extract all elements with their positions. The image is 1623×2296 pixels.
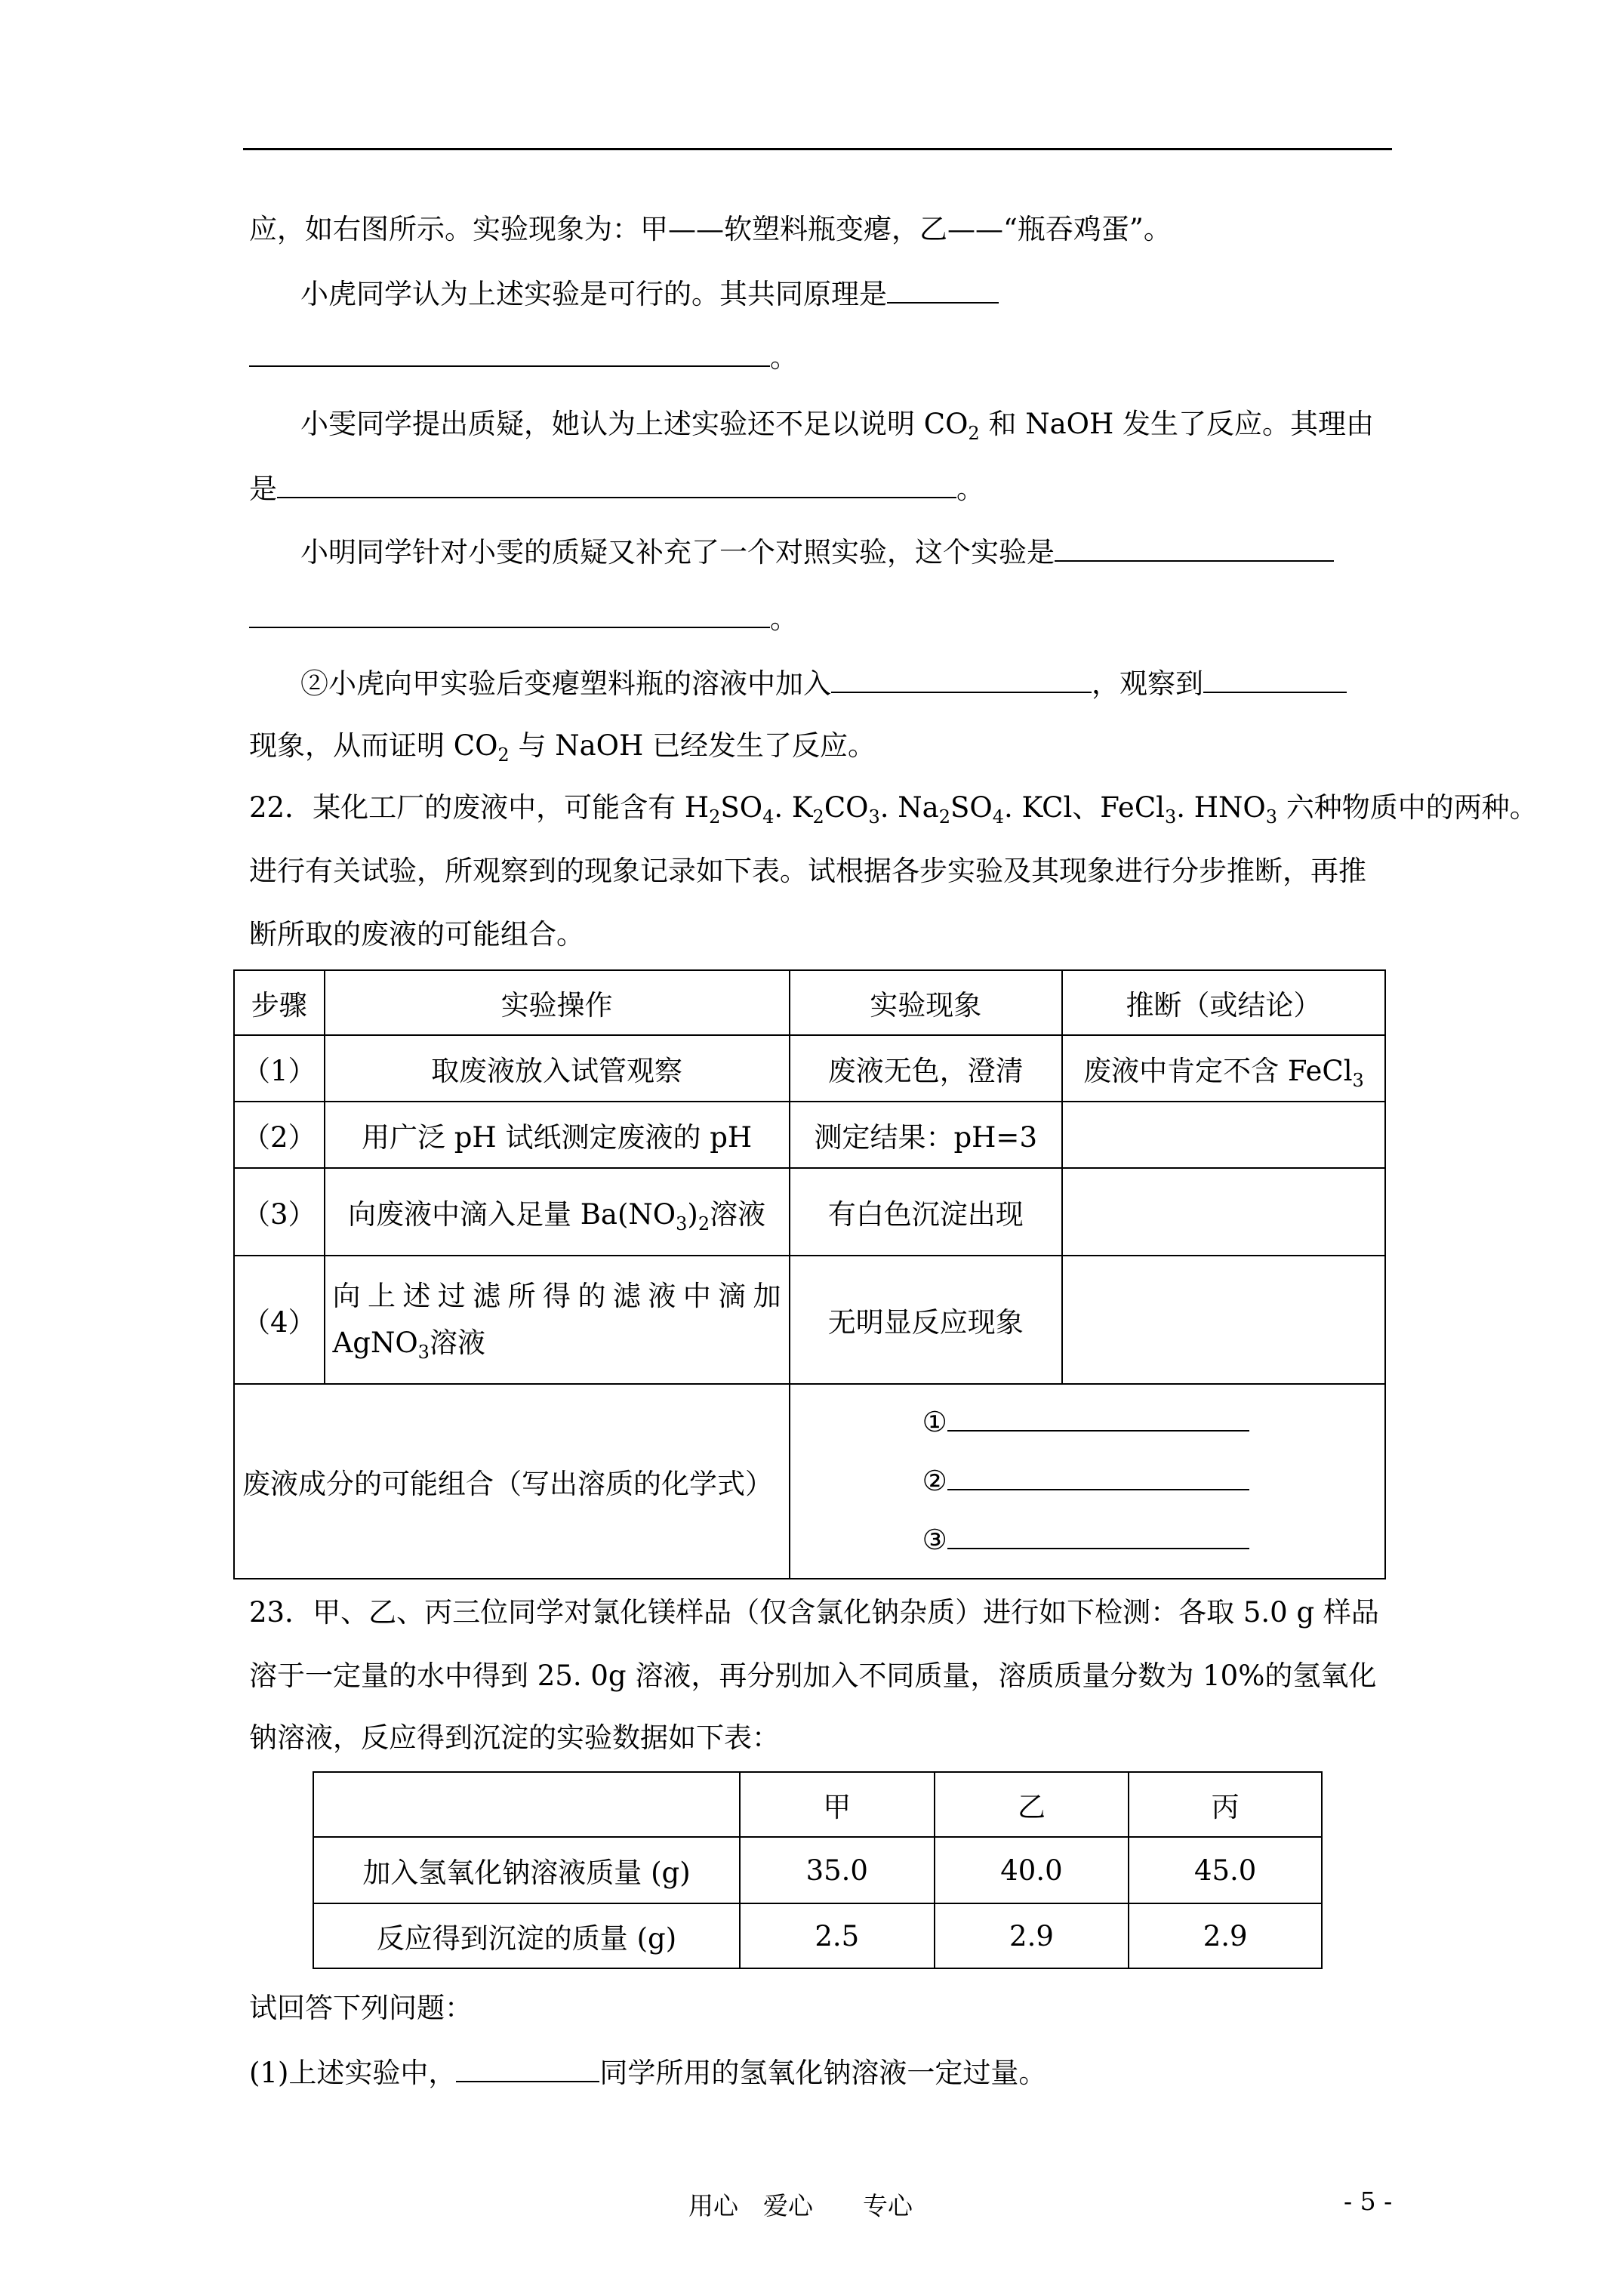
text-line: 试回答下列问题： (249, 1992, 473, 2024)
table-row (234, 1384, 1385, 1579)
table-cell: 取废液放入试管观察 (325, 1035, 790, 1102)
table-cell: 2.9 (935, 1903, 1129, 1968)
table-row (234, 1256, 1385, 1384)
table-header: 乙 (935, 1772, 1129, 1837)
table-cell: 2.9 (1129, 1903, 1322, 1968)
answer-blank[interactable] (831, 663, 1092, 693)
table-header-row (313, 1772, 1322, 1837)
experiment-table (233, 969, 1386, 1579)
question-23: 23．甲、乙、丙三位同学对氯化镁样品（仅含氯化钠杂质）进行如下检测：各取 5.0 g 样品 (249, 1596, 1379, 1629)
table-row (234, 1035, 1385, 1102)
answer-blank[interactable] (277, 468, 956, 498)
text-line: ②小虎向甲实验后变瘪塑料瓶的溶液中加入 ，观察到 (300, 663, 1395, 704)
text-line: 是 。 (249, 468, 1397, 509)
table-cell: 40.0 (935, 1837, 1129, 1903)
footer-slogan: 用心 爱心 专心 (688, 2191, 913, 2220)
table-cell: 反应得到沉淀的质量 (g) (313, 1903, 740, 1968)
table-row (234, 1102, 1385, 1168)
table-header: 实验操作 (325, 970, 790, 1035)
table-header: 推断（或结论） (1062, 970, 1385, 1035)
answer-blank[interactable] (947, 1401, 1249, 1432)
table-cell: 废液成分的可能组合（写出溶质的化学式） (234, 1384, 790, 1579)
text-line: 进行有关试验，所观察到的现象记录如下表。试根据各步实验及其现象进行分步推断，再推 (249, 855, 1366, 887)
answer-blank[interactable] (456, 2052, 599, 2082)
text-line: 现象，从而证明 $CO_2$ 与 NaOH 已经发生了反应。 (249, 729, 876, 766)
table-header: 实验现象 (790, 970, 1062, 1035)
answer-blank[interactable] (249, 337, 770, 367)
text-line: 溶于一定量的水中得到 25. 0g 溶液，再分别加入不同质量，溶质质量分数为 10%的氢氧化 (249, 1660, 1377, 1692)
table-cell (1062, 1256, 1385, 1384)
table-row (313, 1903, 1322, 1968)
combo-answer-cell: ① ② ③ (790, 1384, 1385, 1579)
table-cell: 废液中肯定不含 FeCl$_3$ (1062, 1035, 1385, 1102)
answer-blank[interactable] (947, 1519, 1249, 1549)
sub-question-1: (1)上述实验中， 同学所用的氢氧化钠溶液一定过量。 (249, 2052, 1397, 2093)
answer-blank[interactable] (1203, 663, 1347, 693)
table-cell: 2.5 (740, 1903, 935, 1968)
table-cell: 35.0 (740, 1837, 935, 1903)
text-line: 小雯同学提出质疑，她认为上述实验还不足以说明 $CO_2$ 和 NaOH 发生了反应。其理由 (300, 408, 1375, 444)
question-22: 22．某化工厂的废液中，可能含有 $H_2SO_4$. $K_2CO_3$. $Na_2SO_4$. KCl、FeCl$_3$. $HNO_3$ 六种物质中的两种。 (249, 791, 1538, 827)
text-line: 钠溶液，反应得到沉淀的实验数据如下表： (249, 1721, 780, 1754)
answer-blank[interactable] (1055, 532, 1334, 562)
table-cell: 测定结果：pH=3 (790, 1102, 1062, 1168)
table-cell: （2） (234, 1102, 325, 1168)
table-row (313, 1837, 1322, 1903)
answer-blank[interactable] (887, 273, 999, 304)
table-cell: （4） (234, 1256, 325, 1384)
text-line: 小明同学针对小雯的质疑又补充了一个对照实验，这个实验是 (300, 532, 1395, 572)
header-rule (243, 148, 1392, 150)
table-cell: 有白色沉淀出现 (790, 1168, 1062, 1256)
text-line: 。 (249, 337, 1397, 378)
table-cell (1062, 1168, 1385, 1256)
text-line: 小虎同学认为上述实验是可行的。其共同原理是 (300, 273, 1395, 314)
table-row (234, 1168, 1385, 1256)
table-cell: 废液无色，澄清 (790, 1035, 1062, 1102)
table-header: 步骤 (234, 970, 325, 1035)
text-line: 应，如右图所示。实验现象为：甲——软塑料瓶变瘪，乙——“瓶吞鸡蛋”。 (249, 213, 1172, 245)
text-line: 。 (249, 598, 1397, 639)
precipitate-table (313, 1771, 1323, 1969)
table-cell: （3） (234, 1168, 325, 1256)
table-cell: 向废液中滴入足量 $Ba(NO_3)_2$溶液 (325, 1168, 790, 1256)
table-cell: 向上述过滤所得的滤液中滴加 AgNO$_3$溶液 (325, 1256, 790, 1384)
table-header-row (234, 970, 1385, 1035)
table-cell: 45.0 (1129, 1837, 1322, 1903)
answer-blank[interactable] (947, 1460, 1249, 1490)
table-cell: 加入氢氧化钠溶液质量 (g) (313, 1837, 740, 1903)
table-header: 丙 (1129, 1772, 1322, 1837)
answer-blank[interactable] (249, 598, 770, 628)
page-number: - 5 - (1344, 2187, 1393, 2216)
table-cell: 用广泛 pH 试纸测定废液的 pH (325, 1102, 790, 1168)
text-line: 断所取的废液的可能组合。 (249, 918, 584, 951)
table-header: 甲 (740, 1772, 935, 1837)
table-cell (1062, 1102, 1385, 1168)
table-cell: 无明显反应现象 (790, 1256, 1062, 1384)
table-cell: （1） (234, 1035, 325, 1102)
table-header (313, 1772, 740, 1837)
